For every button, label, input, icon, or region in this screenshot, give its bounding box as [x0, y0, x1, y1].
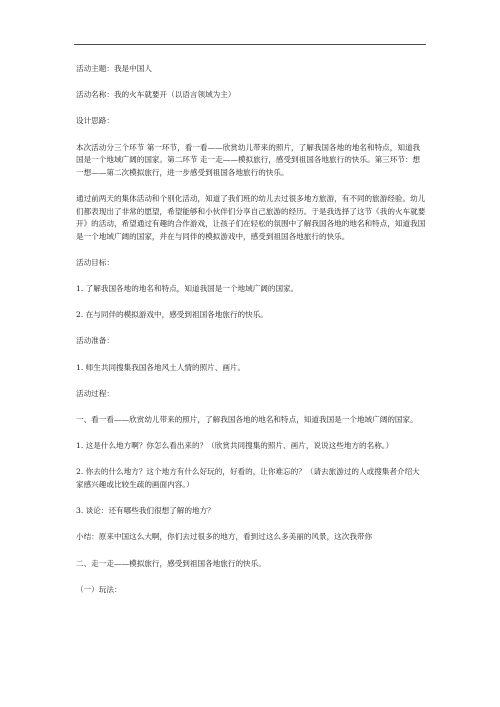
process-step-3: 3. 谈论：还有哪些我们很想了解的地方？ [76, 506, 215, 516]
design-heading: 设计思路： [76, 116, 114, 126]
gameplay-heading: （一）玩法： [76, 584, 122, 594]
process-section-2: 二、走一走——模拟旅行，感受到祖国各地旅行的快乐。 [76, 558, 266, 568]
activity-name: 活动名称：我的火车就要开（以语言领域为主） [76, 90, 236, 100]
activity-theme: 活动主题：我是中国人 [76, 64, 152, 73]
process-step-2: 2. 你去的什么地方？这个地方有什么好玩的，好看的，让你难忘的？（请去旅游过的人或搜集者介绍大家感兴趣或比较生疏的画面内容。） [76, 467, 420, 489]
design-paragraph-2: 通过前两天的集体活动和个别化活动，知道了我们班的幼儿去过很多地方旅游，有不同的旅游经验。幼儿们都表现出了非常的愿望，希望能够和小伙伴们分享自己旅游的经历。于是我选择了这节《我的火车就要开》的活动，希望通过有趣的合作游戏，让孩子们在轻松的氛围中了解我国各地的地名和特点，知道我国是一个地域广阔的国家，并在与同伴的模拟游戏中，感受到祖国各地旅行的快乐。 [76, 193, 426, 241]
process-heading: 活动过程： [76, 388, 114, 398]
goals-heading: 活动目标： [76, 257, 114, 267]
header-rule [74, 44, 426, 45]
goal-item-1: 1. 了解我国各地的地名和特点，知道我国是一个地域广阔的国家。 [76, 284, 299, 294]
process-section-1: 一、看一看——欣赏幼儿带来的照片，了解我国各地的地名和特点，知道我国是一个地域广阔的国家。 [76, 415, 418, 425]
goal-item-2: 2. 在与同伴的模拟游戏中，感受到祖国各地旅行的快乐。 [76, 310, 268, 320]
design-paragraph-1: 本次活动分三个环节 第一环节，看一看——欣赏幼儿带来的照片，了解我国各地的地名和特点，知道我国是一个地域广阔的国家。第二环节 走一走——模拟旅行，感受到祖国各地旅行的快乐。第三环节：想一想——第二次模拟旅行，进一步感受到祖国各地旅行的快乐。 [76, 142, 421, 177]
process-step-1: 1. 这是什么地方啊？你怎么看出来的？（欣赏共同搜集的照片、画片，说说这些地方的名称。） [76, 441, 394, 451]
summary-paragraph: 小结：原来中国这么大啊，你们去过很多的地方，看到过这么多美丽的风景，这次我带你 [76, 532, 373, 542]
document-body [76, 63, 426, 610]
preparation-item-1: 1. 师生共同搜集我国各地风土人情的照片、画片。 [76, 362, 246, 372]
preparation-heading: 活动准备： [76, 336, 114, 346]
